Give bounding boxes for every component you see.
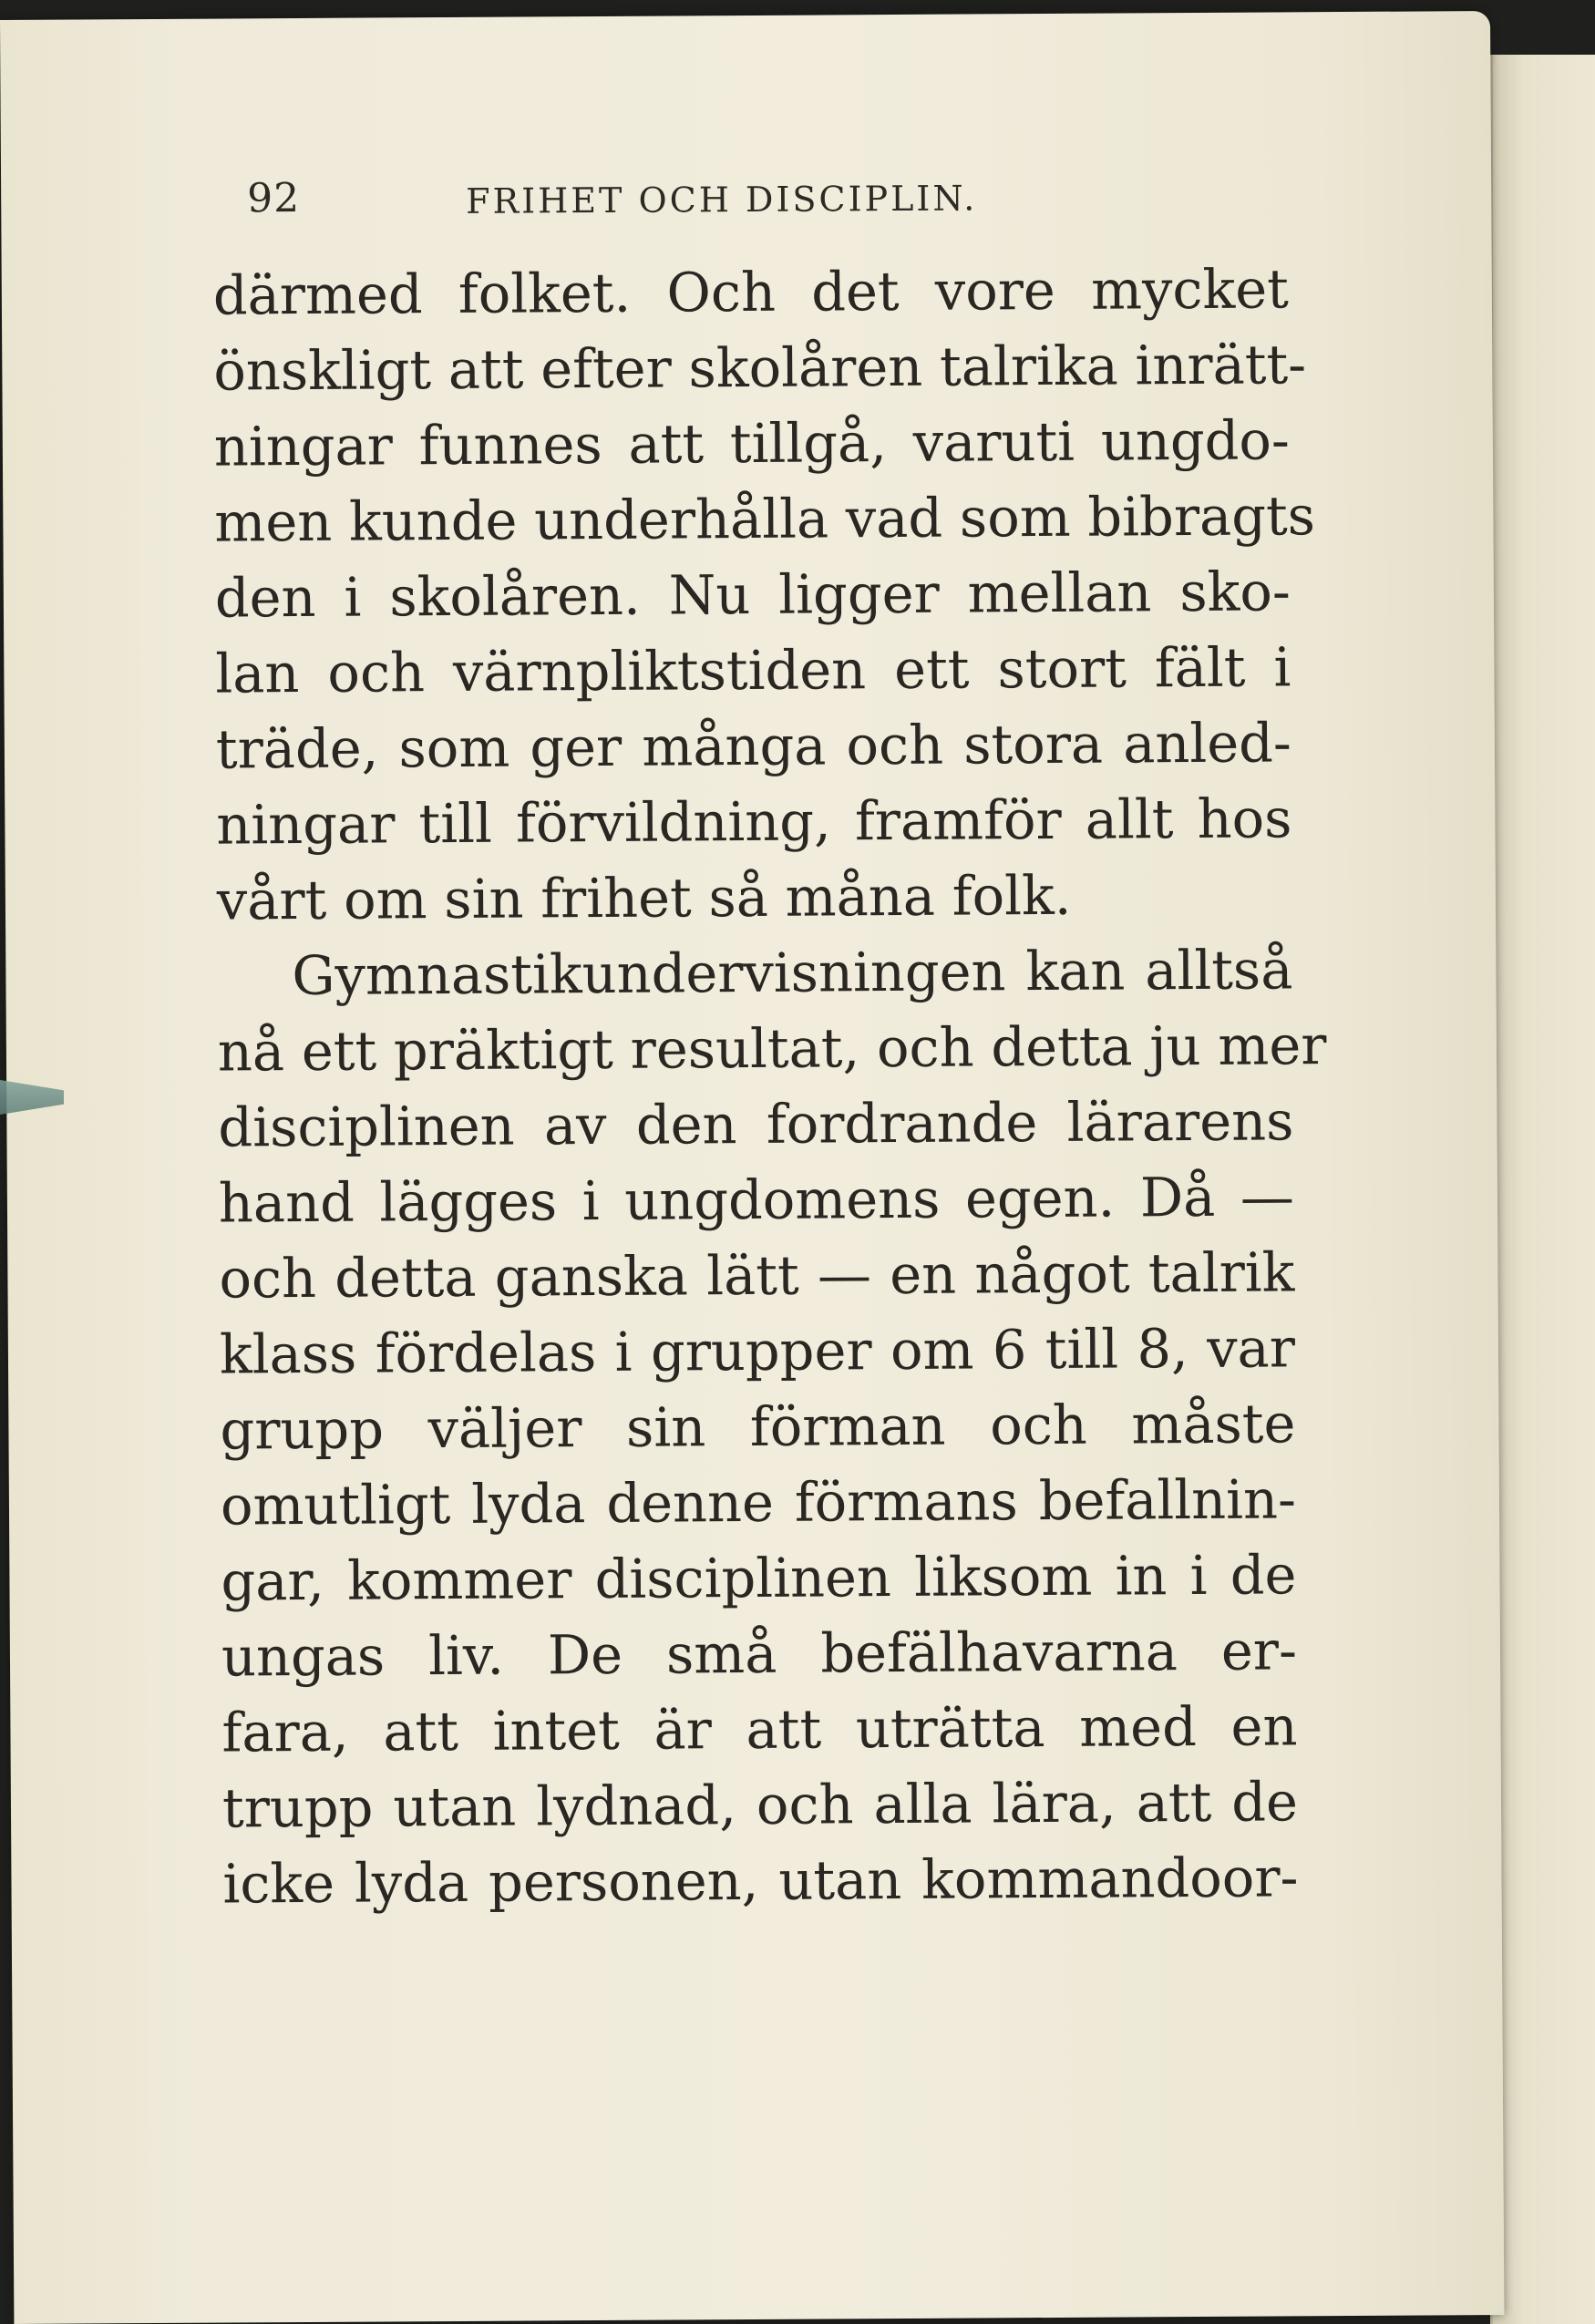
text-line: önskligt att efter skolåren talrika inrätt- (213, 333, 1307, 403)
text-line: hand lägges i ungdomens egen. Då — (218, 1165, 1295, 1235)
text-line: omutligt lyda denne förmans befallnin- (220, 1467, 1297, 1537)
page-number: 92 (247, 174, 301, 222)
text-line: men kunde underhålla vad som bibragts (214, 484, 1316, 554)
text-line: ningar till förvildning, framför allt hos (216, 787, 1292, 857)
text-line: disciplinen av den fordrande lärarens (218, 1089, 1294, 1159)
text-line: klass fördelas i grupper om 6 till 8, var (219, 1316, 1296, 1386)
text-line: grupp väljer sin förman och måste (220, 1392, 1296, 1462)
text-line: den i skolåren. Nu ligger mellan sko- (214, 560, 1291, 630)
text-line: trupp utan lydnad, och alla lära, att de (221, 1770, 1299, 1840)
text-line: lan och värnpliktstiden ett stort fält i (215, 635, 1291, 705)
text-line: ungas liv. De små befälhavarna er- (221, 1619, 1298, 1689)
text-line: gar, kommer disciplinen liksom in i de (221, 1543, 1297, 1613)
book-page (0, 11, 1504, 2324)
text-line: därmed folket. Och det vore mycket (212, 257, 1290, 327)
text-line: icke lyda personen, utan kommandoor- (222, 1846, 1299, 1916)
paragraph-start-line: Gymnastikundervisningen kan alltså (292, 938, 1293, 1008)
text-line: vårt om sin frihet så måna folk. (216, 863, 1072, 932)
text-line: träde, som ger många och stora anled- (215, 711, 1292, 781)
body-text (212, 251, 1327, 1921)
text-line: nå ett präktigt resultat, och detta ju mer (217, 1013, 1327, 1084)
text-line: ningar funnes att tillgå, varuti ungdo- (213, 408, 1291, 478)
running-head (247, 169, 1341, 230)
running-title: FRIHET OCH DISCIPLIN. (466, 178, 978, 221)
text-line: fara, att intet är att uträtta med en (221, 1694, 1298, 1764)
adjacent-page-edge (1490, 55, 1595, 2324)
text-line: och detta ganska lätt — en något talrik (219, 1240, 1295, 1311)
